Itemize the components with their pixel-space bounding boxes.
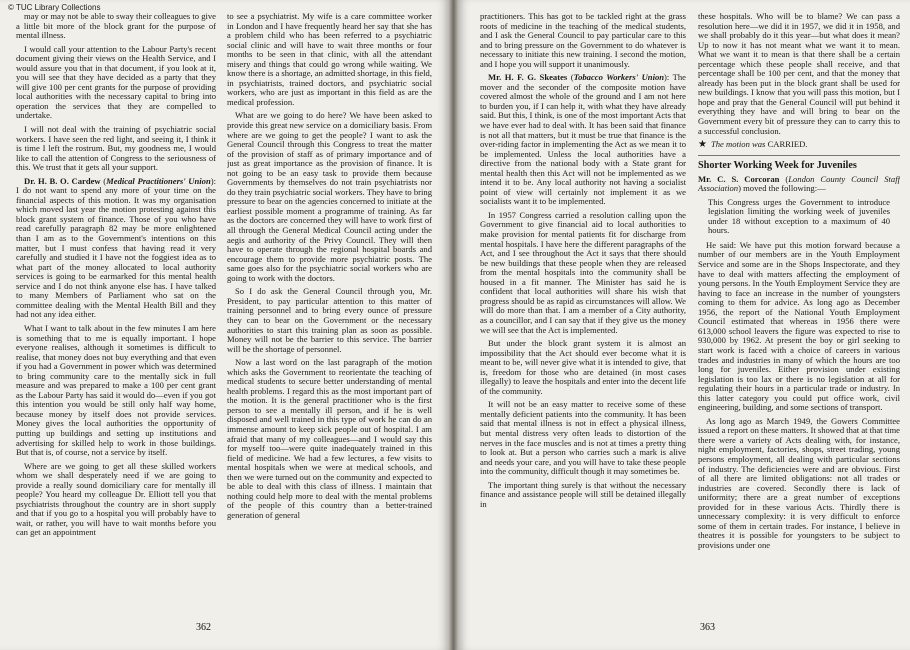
section-heading: Shorter Working Week for Juveniles [698, 155, 900, 172]
paragraph-text: these hospitals. Who will be to blame? We can pass a resolution here—we did it in 1957, we did it in 1958, and we shall probably do it this year—but what does it mean? Up to now it has not meant what we want it to mean. What we want it to mean is that there shall be a certain percentage which these people shall receive, and that percentage shall be 100 per cent, and that the money that already has been put in the block grant shall be used for new buildings. I know that you will pass this motion, but I hope and pray that the General Council will put behind it everything they have and will bring to bear on the Government every bit of pressure they can to carry this to a successful conclusion. [698, 12, 900, 136]
paragraph-text: So I do ask the General Council through you, Mr. President, to pay particular attention to this matter of training personnel and to bring every ounce of pressure they can to bear on the Government or the necessary authorities to start this training plan as soon as possible. Money will not be the barrier to this service. The barrier will be the shortage of personnel. [227, 286, 432, 354]
left-column-2 [227, 12, 432, 624]
paragraph [480, 12, 686, 69]
paragraph: Mr. H. F. G. Skeates (Tobacco Workers' Union): The mover and the seconder of the composite motion have covered almost the whole of the ground and I am not here to burden you, if I can help it, with what they have already said. But this, I think, is one of the most important Acts that we have ever had to deal with. It has been said that finance is not all that matters, but it must be true that finance is the over-riding factor in implementing the Act as we mean it to be implemented. Unless the local authorities have a directive from the national body with a State grant for mental health then this Act will not be implemented as we intend it to be. Any local authority not having a socialist point of view will certainly not implement it as we socialists want it to be implemented. [480, 72, 686, 207]
paragraph [227, 287, 432, 354]
book-gutter [449, 0, 458, 650]
paragraph-text: But under the block grant system it is almost an impossibility that the Act should ever become what it is meant to be, will never give what it is intended to give, that is, freedom for those who are detained (in most cases illegally) to leave the hospitals and enter into the decent life of the community. [480, 338, 686, 396]
page-number-left: 362 [196, 622, 211, 633]
paragraph-text: The mover and the seconder of the composite motion have covered almost the whole of the ground and I am not here to burden you, if I can help it, with what they have already said. But this, I think, is one of the most important Acts that we have ever had to deal with. It has been said that finance is not all that matters, but it must be true that finance is the over-riding factor in implementing the Act as we mean it to be implemented. Unless the local authorities have a directive from the national body with a State grant for mental health then this Act will not be implemented as we intend it to be. Any local authority not having a socialist point of view will certainly not implement it as we socialists want it to be implemented. [480, 72, 686, 207]
paragraph [227, 12, 432, 107]
speaker-intro-text: moved the following:— [743, 183, 826, 194]
paragraph-text: Now a last word on the last paragraph of the motion which asks the Government to reorientate the teaching of medical students to secure better understanding of mental health problems. I regard this as the most important part of the motion. It is the general practitioner who is the first person to see a mentally ill person, and if he is well disposed and well trained in this type of work he can do an immense amount to keep sick people out of hospital. I am afraid that many of my colleagues—and I would say this for myself too—were quite inadequately trained in this field of medicine. We had a few lectures, a few visits to mental hospitals when we were at medical schools, and then we were turned out on the community and expected to be able to deal with this class of illness. I maintain that nothing could help more to deal with the mental problems of the people of this country than a better-trained generation of general [227, 357, 432, 520]
paragraph-text: As long ago as March 1949, the Gowers Committee issued a report on these matters. It showed that at that time there were a variety of Acts dealing with, for instance, night employment, factories, shops, street trading, young persons employment, all dealing with particular sections of industry. The deficiencies were and are obvious. First of all there are limited obligations: not all trades or industries are covered. Secondly there is lack of uniformity; there are a great number of exceptions provided for in these various Acts. Thirdly there is unnecessary complexity: it is very difficult to enforce some of them in certain trades. For instance, I believe in theatres it is possible for youngsters to be subject to provisions under one [698, 415, 900, 550]
paragraph-text: I would call your attention to the Labour Party's recent document giving their views on the Health Service, and I would assure you that in that document, if you look at it, you will see that they have decided as a party that they will give 100 per cent grants for the purpose of providing local authorities with the necessary capital to bring into operation the services that they are compelled to undertake. [16, 43, 216, 121]
speaker-affiliation: Tobacco Workers' Union [573, 72, 665, 83]
page-number-right: 363 [700, 622, 715, 633]
paragraph-text: In 1957 Congress carried a resolution calling upon the Government to give financial aid to local authorities to make provision for mental patients fit for discharge from mental hospitals. I have here the different paragraphs of the Act, and I see throughout the Act it says that there should be new buildings that these people when they are released from the mental hospitals into the community shall be housed in a fit manner. The Minister has said he is confident that local authorities will share his wish that progress should be as rapid as circumstances will allow. We will do more than that. I am a member of a City authority, as a councillor, and I can say that if they give us the money we will see that the Act is implemented. [480, 209, 686, 335]
paragraph-text: Where are we going to get all these skilled workers whom we shall desperately need if we are going to provide a really sound domiciliary care for mentally ill people? You heard my colleague Dr. Elliott tell you that psychiatrists throughout the country are in short supply and that if you go to a hospital you will probably have to wait, or rather, you will have to wait months before you can get an appointment [16, 460, 216, 538]
paragraph [698, 241, 900, 413]
paragraph-text: It will not be an easy matter to receive some of these mentally deficient patients into the community. It has been said that mental illness is not in effect a physical illness, but mental distress very often leads to distortion of the nerves in the face muscles and is not at times a pretty thing to look at. But a person who carries such a mark is alive and needs your care, and you will have to take these people into the community, difficult though it may sometimes be. [480, 399, 686, 477]
paragraph-text: I will not deal with the training of psychiatric social workers. I have seen the red light, and seeing it, I think it is time I left the rostrum. But, my goodness me, I would like to call the attention of Congress to the seriousness of this. We trust that it gets all your support. [16, 124, 216, 173]
paragraph-text: The important thing surely is that without the necessary finance and assistance people will still be detained illegally in [480, 479, 686, 509]
resolution-outcome: CARRIED. [767, 139, 808, 150]
right-column-2 [698, 12, 900, 624]
paragraph-text: He said: We have put this motion forward because a number of our members are in the Youth Employment Service and some are in the Shops Inspectorate, and they have to deal with matters affecting the employment of young persons. In the Youth Employment Service they are having to face an increase in the number of youngsters coming to them for advice. As long ago as December 1956, the report of the National Youth Employment Council estimated that whereas in 1956 there were 613,000 school leavers the figure was expected to rise to 930,000 by 1962. At present the boy or girl seeking to start work is faced with a choice of careers in various trades and industries in many of which the hours are too long for juveniles. Either provision under existing legislation is too lax or there is no legislation at all for regulating their hours in a particular trade or industry. In this latter category you could put office work, civil engineering, building, and some sections of transport. [698, 239, 900, 413]
paragraph-text: to see a psychiatrist. My wife is a care committee worker in London and I have frequently heard her say that she has a problem child who has been referred to a psychiatric social clinic and will have to wait three months or four months to be seen in that clinic, with all the attendant misery and things that could go wrong while waiting. We know there is a shortage, an admitted shortage, in this field, in psychiatrists, trained doctors, and psychiatric social workers, who are just as important in this field as are the medical profession. [227, 12, 432, 107]
paragraph [480, 339, 686, 396]
paragraph: Dr. H. B. O. Cardew (Medical Practitioners' Union): I do not want to spend any more of your time on the financial aspects of this motion. It was my organisation which moved last year the motion protesting against this block grant system of finance. Those of you who have read carefully paragraph 82 may be more enlightened than I am as to the Government's intentions on this matter, but I must confess that having read it very carefully and studied it I have not the foggiest idea as to what part of the money allocated to local authority services is going to be earmarked for this mental health service and I do not think anyone else has. I have talked to many Members of Parliament who sat on the committee dealing with the Mental Health Bill and they had not any idea either. [16, 175, 216, 320]
paragraph [16, 324, 216, 458]
speaker-affiliation: Medical Practitioners' Union [106, 175, 211, 186]
paragraph [480, 400, 686, 476]
paragraph [227, 358, 432, 520]
paragraph [480, 211, 686, 335]
resolution-line [698, 140, 900, 150]
paragraph [16, 12, 216, 41]
speaker-name: Dr. H. B. O. Cardew [24, 175, 101, 186]
right-column-2-after [698, 241, 900, 551]
paragraph [480, 481, 686, 510]
speaker-name: Mr. H. F. G. Skeates [488, 72, 568, 83]
paragraph [227, 111, 432, 283]
paragraph-text: practitioners. This has got to be tackled right at the grass roots of medicine in the teaching of the medical students, and I ask the General Council to pay particular care to this and to bring pressure on the Government to do whatever is necessary to initiate this new training. I second the motion, and I hope you will support it unanimously. [480, 12, 686, 69]
left-column-1 [16, 12, 216, 624]
paragraph-text: What are we going to do here? We have been asked to provide this great new service on a domiciliary basis. From where are we going to get the people? I want to ask the General Council through this Congress to treat the matter of the provision of staff as of primary importance and of just as great importance as the provision of finance. It is not going to be an easy task to provide them because Governments by themselves do not train psychiatrists nor do they train psychiatric social workers. They have to bring pressure to bear on the agencies concerned to initiate at the earliest possible moment a programme of training. As far as the doctors are concerned they will have to work first of all through the General Medical Council acting under the aegis and authority of the Privy Council. They will then have to operate through the regional hospital boards and encourage them to provide more psychiatric posts. The same goes also for the psychiatric social workers who are going to work with the doctors. [227, 110, 432, 283]
right-column-1 [480, 12, 686, 624]
paragraph [16, 125, 216, 173]
paragraph [16, 45, 216, 121]
resolution-prefix: The motion was [710, 139, 766, 150]
watermark: © TUC Library Collections [8, 3, 101, 12]
paragraph [698, 417, 900, 551]
star-icon: ★ [698, 139, 707, 151]
right-column-2-before [698, 12, 900, 136]
paragraph-text: I do not want to spend any more of your time on the financial aspects of this motion. It was my organisation which moved last year the motion protesting against this block grant system of finance. Those of you who have read carefully paragraph 82 may be more enlightened than I am as to the Government's intentions on this matter, but I must confess that having read it very carefully and studied it I have not the foggiest idea as to what part of the money allocated to local authority services is going to be earmarked for this mental health service and I do not think anyone else has. I have talked to many Members of Parliament who sat on the committee dealing with the Mental Health Bill and they had not any idea either. [16, 185, 216, 320]
paragraph [698, 12, 900, 136]
motion-text: This Congress urges the Government to introduce legislation limiting the working week of juveniles under 18 without exception to a maximum of 40 hours. [708, 196, 890, 236]
speaker-affiliation: London County Council Staff Association [698, 173, 900, 194]
speaker-intro: Mr. C. S. Corcoran (London County Council Staff Association) moved the following:— [698, 173, 900, 194]
paragraph [16, 462, 216, 538]
right-page [458, 0, 910, 650]
speaker-name: Mr. C. S. Corcoran [698, 173, 780, 184]
paragraph-text: may or may not be able to sway their colleagues to give a little bit more of the block grant for the purpose of mental illness. [16, 12, 216, 41]
paragraph-text: What I want to talk about in the few minutes I am here is something that to me is equally important. I hope everyone realises, although it sometimes is difficult to realise, that money does not buy everything and that even if you had a Government in power which was determined to bring community care to the mentally sick in full measure and was prepared to make a 100 per cent grant as the Labour Party has said it would do—even if you got this intention you would be still only half way home, because money by itself does not provide services. Money gives the local authorities the opportunity of putting up buildings and setting up institutions and advertising for skilled help to work in those buildings. But that is, of course, not a service by itself. [16, 322, 216, 458]
left-page [0, 0, 449, 650]
